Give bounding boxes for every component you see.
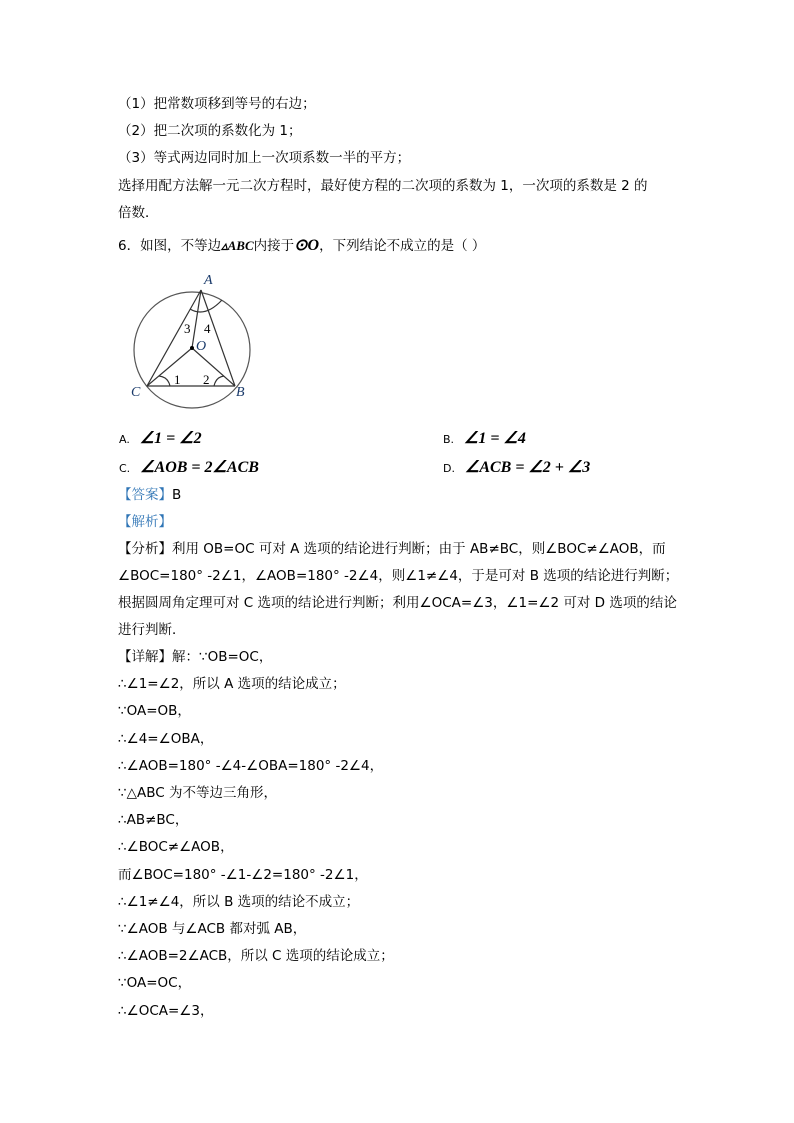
detail-line: ∵∠AOB 与∠ACB 都对弧 AB，: [118, 921, 307, 937]
angle-label-3: 3: [184, 321, 191, 336]
analysis-line: 【分析】利用 OB=OC 可对 A 选项的结论进行判断；由于 AB≠BC，则∠BOC≠∠AOB，而: [118, 541, 666, 557]
angle-label-4: 4: [204, 321, 211, 336]
intro-line: 选择用配方法解一元二次方程时，最好使方程的二次项的系数为 1，一次项的系数是 2 的: [118, 178, 648, 194]
analysis-line: ∠BOC=180° -2∠1，∠AOB=180° -2∠4，则∠1≠∠4，于是可对 B 选项的结论进行判断；: [118, 568, 679, 584]
label-o: O: [196, 339, 207, 354]
intro-line: （2）把二次项的系数化为 1；: [118, 123, 302, 139]
answer-line: [118, 486, 181, 504]
detail-line: ∵△ABC 为不等边三角形，: [118, 785, 277, 801]
label-c: C: [131, 385, 141, 400]
option-expr: ∠1 = ∠4: [464, 430, 526, 447]
label-b: B: [236, 385, 245, 400]
option-letter: A.: [119, 433, 130, 446]
option-letter: C.: [119, 462, 131, 475]
detail-line: ∴∠BOC≠∠AOB，: [118, 839, 234, 856]
intro-line: （1）把常数项移到等号的右边；: [118, 96, 316, 112]
question-stem: [118, 237, 485, 255]
intro-line: （3）等式两边同时加上一次项系数一半的平方；: [118, 150, 411, 166]
answer-tag: 【答案】: [118, 487, 172, 503]
detail-line: 而∠BOC=180° -∠1-∠2=180° -2∠1，: [118, 866, 368, 883]
analysis-line: 进行判断．: [118, 622, 186, 638]
detail-line: ∴∠AOB=180° -∠4-∠OBA=180° -2∠4，: [118, 757, 384, 774]
option-expr: ∠AOB = 2∠ACB: [140, 459, 259, 476]
answer-value: B: [172, 487, 182, 503]
circle-symbol: ⊙O: [294, 237, 320, 254]
analysis-line: 根据圆周角定理可对 C 选项的结论进行判断；利用∠OCA=∠3，∠1=∠2 可对 D 选项的结论: [118, 595, 677, 611]
option-b[interactable]: [443, 428, 526, 448]
detail-line: ∴∠4=∠OBA，: [118, 730, 214, 747]
question-mid: 内接于: [253, 238, 295, 254]
option-expr: ∠1 = ∠2: [139, 430, 202, 447]
option-a[interactable]: [119, 428, 202, 448]
option-letter: B.: [443, 433, 455, 446]
angle-label-2: 2: [203, 372, 210, 387]
angle-label-1: 1: [174, 372, 181, 387]
detail-line: ∴AB≠BC，: [118, 812, 189, 829]
intro-line: 倍数．: [118, 205, 159, 221]
detail-line: ∵OA=OB，: [118, 703, 191, 720]
question-prefix: 6．如图，不等边: [118, 238, 222, 254]
detail-line: 【详解】解：∵OB=OC，: [118, 649, 273, 665]
detail-line: ∵OA=OC，: [118, 975, 192, 992]
detail-line: ∴∠OCA=∠3，: [118, 1002, 214, 1019]
triangle-symbol: ▵ABC: [221, 238, 254, 253]
detail-line: ∴∠AOB=2∠ACB，所以 C 选项的结论成立；: [118, 948, 394, 965]
option-letter: D.: [443, 462, 455, 475]
option-d[interactable]: [443, 457, 590, 477]
option-expr: ∠ACB = ∠2 + ∠3: [464, 459, 591, 476]
analysis-tag: 【解析】: [118, 514, 172, 530]
label-a: A: [204, 273, 213, 288]
question-suffix: ，下列结论不成立的是（ ）: [319, 238, 486, 254]
detail-line: ∴∠1=∠2，所以 A 选项的结论成立；: [118, 676, 346, 693]
geometry-figure: [125, 265, 275, 415]
detail-line: ∴∠1≠∠4，所以 B 选项的结论不成立；: [118, 893, 360, 910]
option-c[interactable]: [119, 457, 259, 477]
